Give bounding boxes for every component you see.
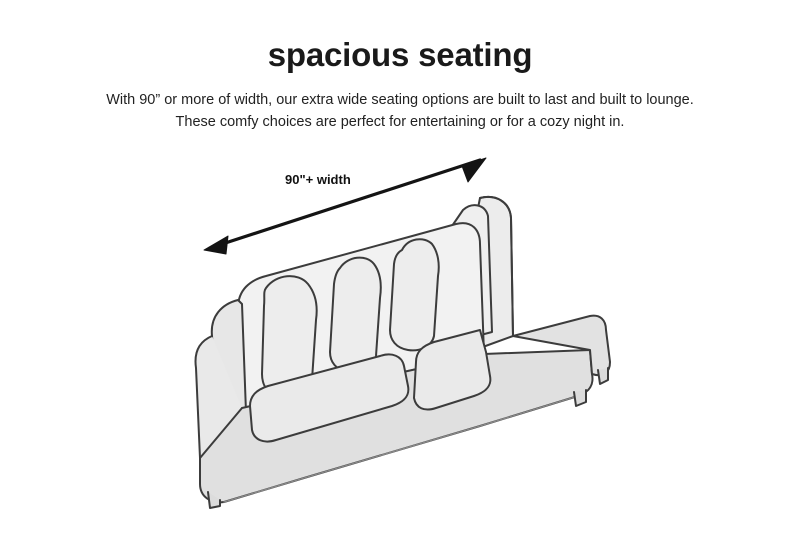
page-description [0, 89, 800, 133]
dimension-label: 90"+ width [285, 172, 351, 187]
description-line-2: These comfy choices are perfect for entertaining or for a cozy night in. [175, 114, 625, 130]
page-title: spacious seating [267, 36, 533, 73]
sofa-illustration [180, 140, 620, 510]
description-line-1: With 90” or more of width, our extra wide seating options are built to last and built to lounge. [106, 92, 694, 108]
